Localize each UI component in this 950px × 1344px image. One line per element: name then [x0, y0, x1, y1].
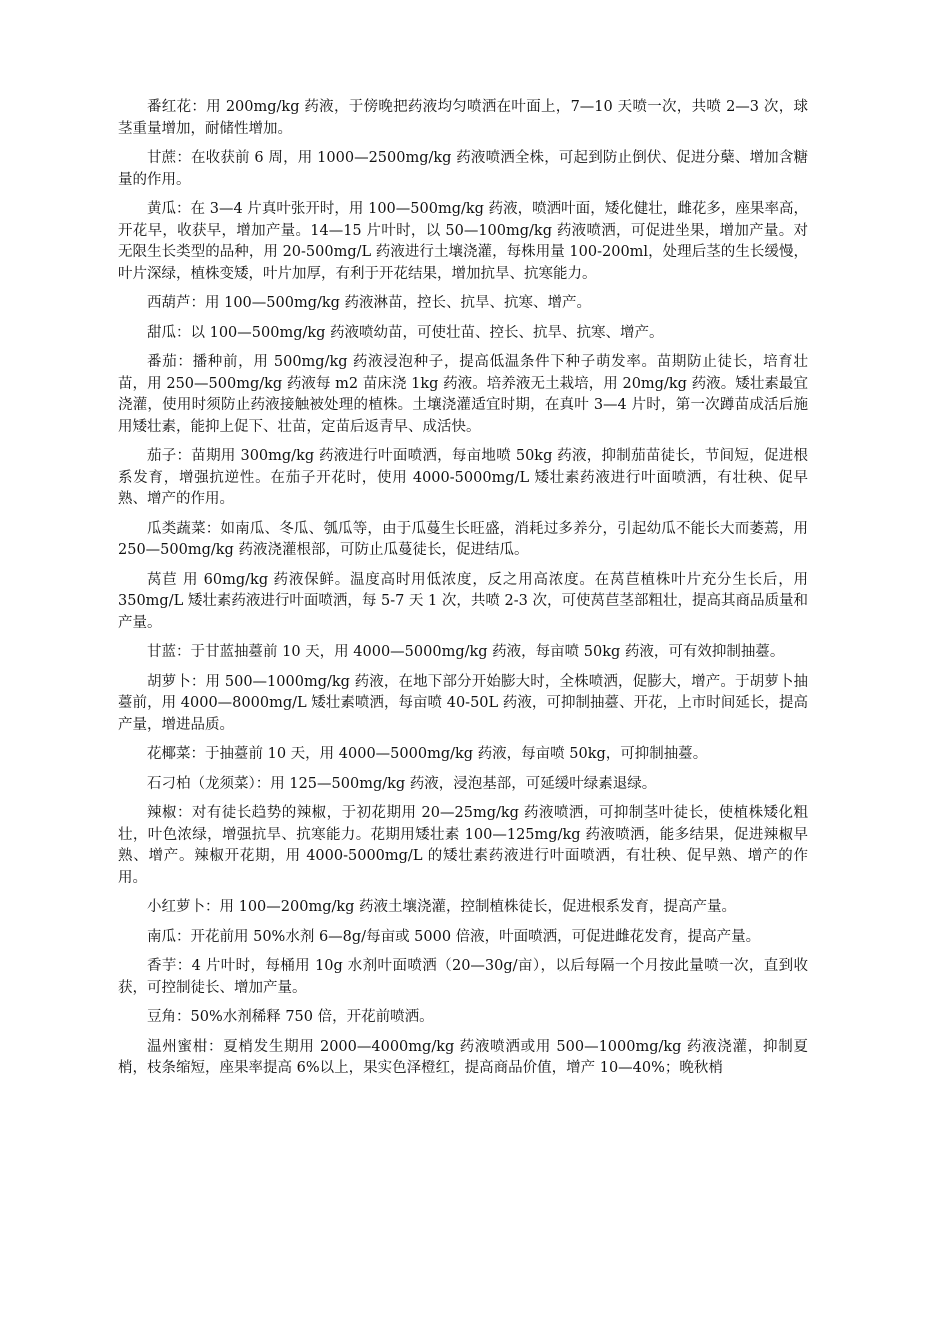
paragraph-satsuma-mandarin: 温州蜜柑：夏梢发生期用 2000—4000mg/kg 药液喷洒或用 500—1000mg/kg 药液浇灌，抑制夏梢，枝条缩短，座果率提高 6%以上，果实色泽橙红，提高商品价值，增产 10—40%；晚秋梢 [118, 1038, 808, 1076]
paragraph-taro: 香芋：4 片叶时，每桶用 10g 水剂叶面喷洒（20—30g/亩），以后每隔一个月按此量喷一次，直到收获，可控制徒长、增加产量。 [118, 958, 808, 996]
paragraph-cabbage: 甘蓝：于甘蓝抽薹前 10 天，用 4000—5000mg/kg 药液，每亩喷 50kg 药液，可有效抑制抽薹。 [147, 644, 785, 660]
paragraph-zucchini: 西葫芦：用 100—500mg/kg 药液淋苗，控长、抗旱、抗寒、增产。 [147, 295, 592, 311]
paragraph-pumpkin: 南瓜：开花前用 50%水剂 6—8g/每亩或 5000 倍液，叶面喷洒，可促进雌花发育，提高产量。 [147, 928, 761, 945]
document-page [118, 97, 808, 1088]
paragraph-cucumber: 黄瓜：在 3—4 片真叶张开时，用 100—500mg/kg 药液，喷洒叶面，矮化健壮，雌花多，座果率高，开花早，收获早，增加产量。14—15 片叶时，以 50—100mg/kg 药液喷洒，可促进坐果，增加产量。对无限生长类型的品种，用 20-500mg/L 药液进行土壤浇灌，每株用量 100-200ml，处理后茎的生长缓慢，叶片深绿，植株变矮，叶片加厚，有利于开花结果，增加抗旱、抗寒能力。 [118, 201, 808, 282]
paragraph-eggplant: 茄子：苗期用 300mg/kg 药液进行叶面喷洒，每亩地喷 50kg 药液，抑制茄苗徒长，节间短，促进根系发育，增强抗逆性。在茄子开花时，使用 4000-5000mg/L 矮壮素药液进行叶面喷洒，有壮秧、促早熟、增产的作用。 [118, 448, 808, 507]
paragraph-lettuce: 莴苣 用 60mg/kg 药液保鲜。温度高时用低浓度，反之用高浓度。在莴苣植株叶片充分生长后，用 350mg/L 矮壮素药液进行叶面喷洒，每 5-7 天 1 次，共喷 2-3 次，可使莴苣茎部粗壮，提高其商品质量和产量。 [118, 571, 808, 631]
paragraph-cowpea: 豆角：50%水剂稀释 750 倍，开花前喷洒。 [147, 1009, 434, 1025]
paragraph-tomato: 番茄：播种前，用 500mg/kg 药液浸泡种子，提高低温条件下种子萌发率。苗期防止徒长，培育壮苗，用 250—500mg/kg 药液每 m2 苗床浇 1kg 药液。培养液无土栽培，用 20mg/kg 药液。矮壮素最宜浇灌，使用时须防止药液接触被处理的植株。土壤浇灌适宜时期，在真叶 3—4 片时，第一次蹲苗成活后施用矮壮素，能抑上促下、壮苗，定苗后返青早、成活快。 [118, 354, 808, 435]
paragraph-sugarcane: 甘蔗：在收获前 6 周，用 1000—2500mg/kg 药液喷洒全株，可起到防止倒伏、促进分蘖、增加含糖量的作用。 [118, 150, 808, 188]
paragraph-cauliflower: 花椰菜：于抽薹前 10 天，用 4000—5000mg/kg 药液，每亩喷 50kg，可抑制抽薹。 [147, 746, 708, 762]
paragraph-asparagus: 石刁柏（龙须菜）：用 125—500mg/kg 药液，浸泡基部，可延缓叶绿素退绿。 [147, 775, 657, 792]
paragraph-melon: 甜瓜：以 100—500mg/kg 药液喷幼苗，可使壮苗、控长、抗旱、抗寒、增产。 [147, 324, 664, 341]
paragraph-gourd-vegetables: 瓜类蔬菜：如南瓜、冬瓜、瓠瓜等，由于瓜蔓生长旺盛，消耗过多养分，引起幼瓜不能长大而萎蔫，用 250—500mg/kg 药液浇灌根部，可防止瓜蔓徒长，促进结瓜。 [118, 520, 808, 558]
paragraph-carrot: 胡萝卜：用 500—1000mg/kg 药液，在地下部分开始膨大时，全株喷洒，促膨大，增产。于胡萝卜抽薹前，用 4000—8000mg/L 矮壮素喷洒，每亩喷 40-50L 药液，可抑制抽薹、开花，上市时间延长，提高产量，增进品质。 [118, 673, 808, 733]
paragraph-radish: 小红萝卜：用 100—200mg/kg 药液土壤浇灌，控制植株徒长，促进根系发育，提高产量。 [147, 899, 737, 915]
paragraph-saffron: 番红花：用 200mg/kg 药液，于傍晚把药液均匀喷洒在叶面上，7—10 天喷一次，共喷 2—3 次，球茎重量增加，耐储性增加。 [118, 99, 808, 137]
paragraph-chili-pepper: 辣椒：对有徒长趋势的辣椒，于初花期用 20—25mg/kg 药液喷洒，可抑制茎叶徒长，使植株矮化粗壮，叶色浓绿，增强抗旱、抗寒能力。花期用矮壮素 100—125mg/kg 药液喷洒，能多结果，促进辣椒早熟、增产。辣椒开花期，用 4000-5000mg/L 的矮壮素药液进行叶面喷洒，有壮秧、促早熟、增产的作用。 [118, 805, 808, 886]
